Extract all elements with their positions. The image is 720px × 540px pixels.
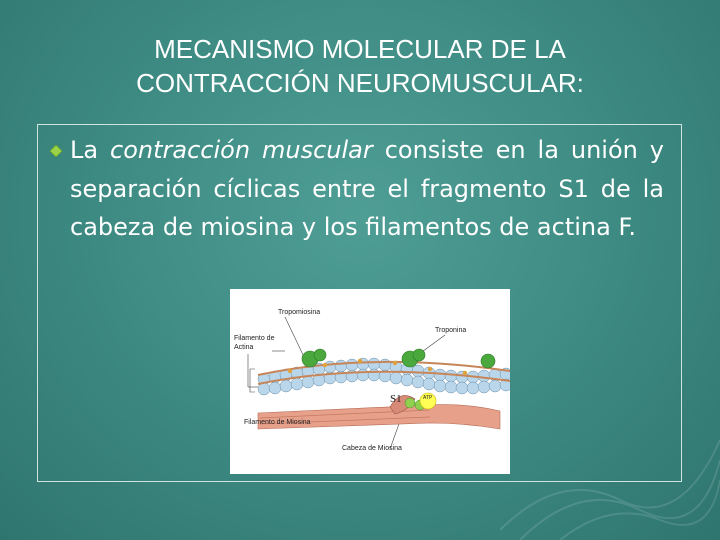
bullet-paragraph (70, 131, 664, 247)
actin-filament (258, 358, 510, 395)
diamond-bullet-icon (50, 145, 62, 157)
bullet-italic-term: contracción muscular (110, 136, 373, 164)
label-tropomiosina: Tropomiosina (278, 309, 321, 316)
label-atp: ATP (423, 395, 433, 401)
muscle-contraction-diagram (230, 289, 510, 474)
label-filamento-actina-2: Actina (234, 344, 254, 351)
label-troponina: Troponina (435, 327, 467, 334)
label-filamento-miosina: Filamento de Miosina (244, 419, 311, 426)
title-line-2: CONTRACCIÓN NEUROMUSCULAR: (136, 68, 584, 98)
label-s1: S1 (390, 393, 402, 405)
label-cabeza-miosina: Cabeza de Miosina (342, 445, 402, 452)
title-line-1: MECANISMO MOLECULAR DE LA (154, 34, 566, 64)
bullet-prefix: La (70, 136, 111, 164)
label-filamento-actina-1: Filamento de (234, 335, 275, 342)
bullet-rest: consiste en la unión y separación cíclicas entre el fragmento S1 de la cabeza de miosina y los filamentos de actina F. (70, 136, 664, 241)
slide-title (40, 32, 680, 100)
